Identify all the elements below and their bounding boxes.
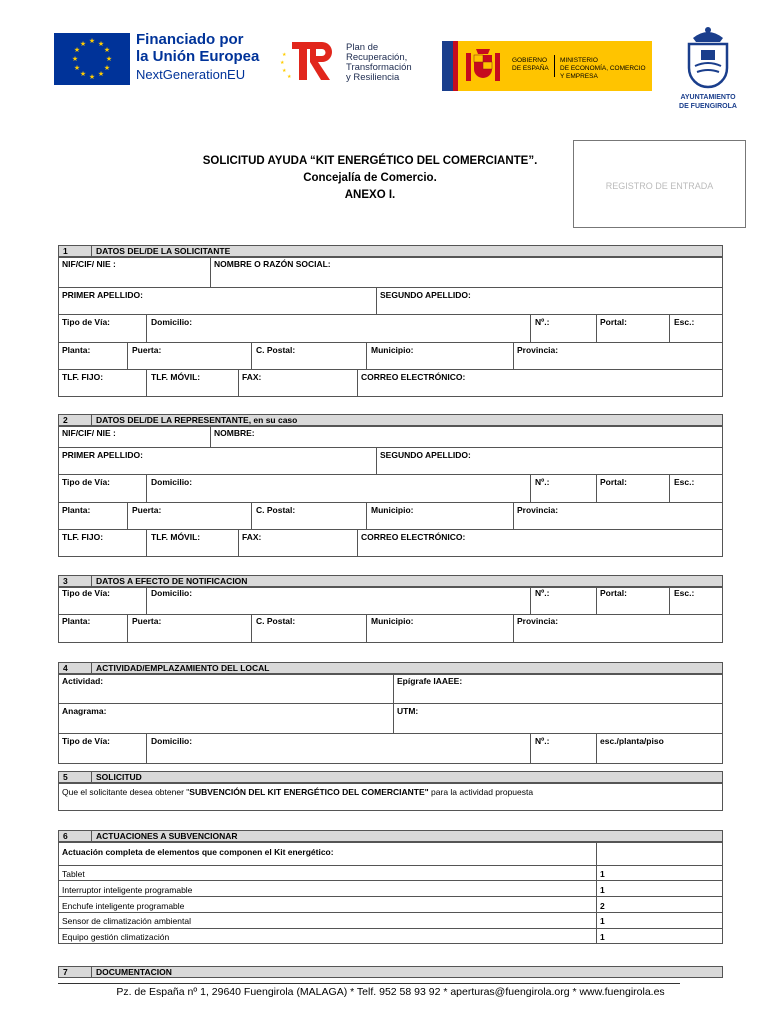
section-5-number: 5 [63, 772, 68, 782]
s6-item-name: Equipo gestión climatización [62, 932, 170, 942]
s3-portal-field[interactable]: Portal: [600, 588, 627, 598]
prtr-logo [280, 38, 430, 88]
s1-tlf-fijo-field[interactable]: TLF. FIJO: [62, 372, 104, 382]
s3-puerta-field[interactable]: Puerta: [132, 616, 162, 626]
s5-text-bold: SUBVENCIÓN DEL KIT ENERGÉTICO DEL COMERCIANTE" [189, 787, 429, 797]
svg-text:★: ★ [88, 37, 96, 45]
svg-text:★: ★ [280, 60, 285, 66]
s1-provincia-field[interactable]: Provincia: [517, 345, 559, 355]
section-6-number: 6 [63, 831, 68, 841]
s2-provincia-field[interactable]: Provincia: [517, 505, 559, 515]
svg-text:★: ★ [97, 40, 105, 48]
eu-flag-icon [54, 33, 130, 85]
s1-nif-field[interactable]: NIF/CIF/ NIE : [62, 259, 116, 269]
svg-text:★: ★ [79, 40, 87, 48]
s1-tipo-via-field[interactable]: Tipo de Vía: [62, 317, 111, 327]
svg-text:★: ★ [88, 73, 96, 81]
ayto-text-line2: DE FUENGIROLA [679, 103, 737, 110]
coat-of-arms-icon [462, 45, 504, 87]
svg-text:★: ★ [97, 70, 105, 78]
s1-domicilio-field[interactable]: Domicilio: [151, 317, 193, 327]
s1-municipio-field[interactable]: Municipio: [371, 345, 414, 355]
prtr-text-line2: Recuperación, [346, 52, 408, 63]
s3-tipo-via-field[interactable]: Tipo de Vía: [62, 588, 111, 598]
s1-tlf-movil-field[interactable]: TLF. MÓVIL: [151, 372, 201, 382]
ayuntamiento-logo [670, 26, 746, 116]
section-7-number: 7 [63, 967, 68, 977]
s6-item-name: Tablet [62, 869, 85, 879]
s3-domicilio-field[interactable]: Domicilio: [151, 588, 193, 598]
footer-address: Pz. de España nº 1, 29640 Fuengirola (MALAGA) * Telf. 952 58 93 92 * aperturas@fuengirola.org * www.fuengirola.es [116, 986, 665, 998]
min-text-line1: MINISTERIO [560, 57, 598, 64]
s6-item-name: Enchufe inteligente programable [62, 901, 185, 911]
s4-epigrafe-field[interactable]: Epígrafe IAAEE: [397, 676, 463, 686]
section-5-title: SOLICITUD [96, 772, 142, 782]
svg-text:★: ★ [105, 55, 113, 63]
s2-numero-field[interactable]: Nº.: [535, 477, 550, 487]
s1-planta-field[interactable]: Planta: [62, 345, 91, 355]
svg-text:★: ★ [71, 55, 79, 63]
s5-solicitud-text [62, 787, 533, 797]
svg-text:★: ★ [73, 46, 81, 54]
s2-nif-field[interactable]: NIF/CIF/ NIE : [62, 428, 116, 438]
title-line2: Concejalía de Comercio. [303, 172, 437, 184]
s2-escalera-field[interactable]: Esc.: [674, 477, 695, 487]
s6-item-qty[interactable]: 1 [600, 869, 605, 879]
s3-numero-field[interactable]: Nº.: [535, 588, 550, 598]
s2-domicilio-field[interactable]: Domicilio: [151, 477, 193, 487]
s4-actividad-field[interactable]: Actividad: [62, 676, 104, 686]
s6-item-qty[interactable]: 1 [600, 916, 605, 926]
s4-esc-planta-piso-field[interactable]: esc./planta/piso [600, 736, 664, 746]
s4-numero-field[interactable]: Nº.: [535, 736, 550, 746]
prtr-text-line3: Transformación [346, 62, 412, 73]
s1-codigo-postal-field[interactable]: C. Postal: [256, 345, 296, 355]
s2-nombre-field[interactable]: NOMBRE: [214, 428, 255, 438]
title-line3: ANEXO I. [344, 189, 396, 201]
s6-item-name: Sensor de climatización ambiental [62, 916, 191, 926]
gobierno-logo [442, 41, 652, 91]
min-text-line3: Y EMPRESA [560, 73, 598, 80]
s2-municipio-field[interactable]: Municipio: [371, 505, 414, 515]
s1-nombre-field[interactable]: NOMBRE O RAZÓN SOCIAL: [214, 259, 331, 269]
prtr-tr-icon [280, 40, 340, 82]
s4-utm-field[interactable]: UTM: [397, 706, 419, 716]
fuengirola-shield-icon [683, 26, 733, 90]
svg-text:★: ★ [79, 70, 87, 78]
eu-logo [54, 33, 269, 88]
s3-municipio-field[interactable]: Municipio: [371, 616, 414, 626]
s2-tipo-via-field[interactable]: Tipo de Vía: [62, 477, 111, 487]
svg-text:★: ★ [103, 46, 111, 54]
s3-provincia-field[interactable]: Provincia: [517, 616, 559, 626]
s2-segundo-apellido-field[interactable]: SEGUNDO APELLIDO: [380, 450, 471, 460]
section-3-number: 3 [63, 576, 68, 586]
section-4-number: 4 [63, 663, 68, 673]
s2-puerta-field[interactable]: Puerta: [132, 505, 162, 515]
s1-primer-apellido-field[interactable]: PRIMER APELLIDO: [62, 290, 143, 300]
eu-text-line2: la Unión Europea [136, 48, 260, 65]
gov-text-line1: GOBIERNO [512, 57, 548, 64]
s2-fax-field[interactable]: FAX: [242, 532, 262, 542]
s3-codigo-postal-field[interactable]: C. Postal: [256, 616, 296, 626]
prtr-text-line1: Plan de [346, 42, 379, 53]
s1-portal-field[interactable]: Portal: [600, 317, 627, 327]
title-line1: SOLICITUD AYUDA “KIT ENERGÉTICO DEL COMERCIANTE”. [202, 155, 538, 167]
s4-tipo-via-field[interactable]: Tipo de Vía: [62, 736, 111, 746]
s2-planta-field[interactable]: Planta: [62, 505, 91, 515]
s2-tlf-fijo-field[interactable]: TLF. FIJO: [62, 532, 104, 542]
s2-portal-field[interactable]: Portal: [600, 477, 627, 487]
registro-label: REGISTRO DE ENTRADA [605, 181, 714, 191]
section-3-title: DATOS A EFECTO DE NOTIFICACION [96, 576, 248, 586]
section-4-title: ACTIVIDAD/EMPLAZAMIENTO DEL LOCAL [96, 663, 270, 673]
eu-text-line1: Financiado por [136, 31, 244, 48]
svg-text:★: ★ [287, 74, 292, 80]
section-1-number: 1 [63, 246, 68, 256]
s1-puerta-field[interactable]: Puerta: [132, 345, 162, 355]
section-1-title: DATOS DEL/DE LA SOLICITANTE [96, 246, 231, 256]
s6-table-header: Actuación completa de elementos que componen el Kit energético: [62, 847, 334, 857]
s5-text-pre: Que el solicitante desea obtener " [62, 787, 190, 797]
registro-entrada-box [573, 140, 746, 228]
s2-codigo-postal-field[interactable]: C. Postal: [256, 505, 296, 515]
prtr-text-line4: y Resiliencia [346, 72, 400, 83]
gov-text-line2: DE ESPAÑA [512, 65, 549, 72]
eu-text-line3: NextGenerationEU [136, 67, 246, 82]
ayto-text-line1: AYUNTAMIENTO [680, 94, 736, 101]
min-text-line2: DE ECONOMÍA, COMERCIO [560, 65, 646, 72]
s6-item-qty[interactable]: 2 [600, 901, 605, 911]
s3-escalera-field[interactable]: Esc.: [674, 588, 695, 598]
s4-domicilio-field[interactable]: Domicilio: [151, 736, 193, 746]
s1-escalera-field[interactable]: Esc.: [674, 317, 695, 327]
s6-item-qty[interactable]: 1 [600, 932, 605, 942]
s1-fax-field[interactable]: FAX: [242, 372, 262, 382]
section-2-title: DATOS DEL/DE LA REPRESENTANTE, en su caso [96, 415, 298, 425]
s6-item-qty[interactable]: 1 [600, 885, 605, 895]
s2-correo-field[interactable]: CORREO ELECTRÓNICO: [361, 532, 466, 542]
s1-correo-field[interactable]: CORREO ELECTRÓNICO: [361, 372, 466, 382]
page-title [150, 153, 590, 204]
s4-anagrama-field[interactable]: Anagrama: [62, 706, 107, 716]
s3-planta-field[interactable]: Planta: [62, 616, 91, 626]
section-2-number: 2 [63, 415, 68, 425]
s1-segundo-apellido-field[interactable]: SEGUNDO APELLIDO: [380, 290, 471, 300]
s6-item-name: Interruptor inteligente programable [62, 885, 193, 895]
s2-tlf-movil-field[interactable]: TLF. MÓVIL: [151, 532, 201, 542]
s1-numero-field[interactable]: Nº.: [535, 317, 550, 327]
s2-primer-apellido-field[interactable]: PRIMER APELLIDO: [62, 450, 143, 460]
svg-text:★: ★ [282, 52, 287, 58]
s5-text-post: para la actividad propuesta [428, 787, 534, 797]
svg-text:★: ★ [282, 68, 287, 74]
svg-text:★: ★ [103, 64, 111, 72]
section-7-title: DOCUMENTACION [96, 967, 172, 977]
svg-text:★: ★ [73, 64, 81, 72]
section-6-title: ACTUACIONES A SUBVENCIONAR [96, 831, 238, 841]
